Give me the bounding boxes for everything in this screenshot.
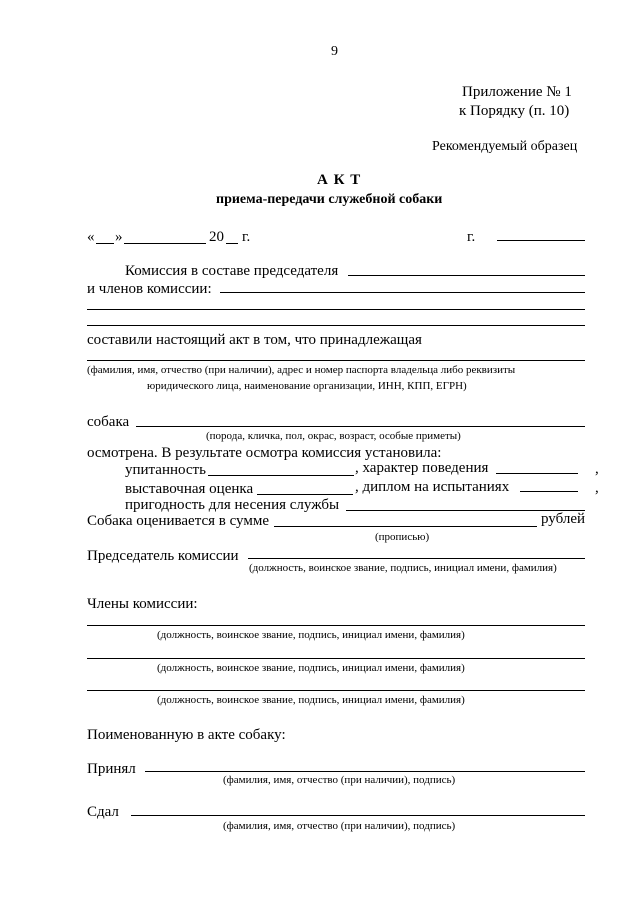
commission-members-blank-1[interactable] [220, 292, 585, 293]
member-1-blank[interactable] [87, 625, 585, 626]
inspection-intro: осмотрена. В результате осмотра комиссия установила: [87, 445, 442, 461]
dog-label: собака [87, 414, 130, 430]
condition-blank[interactable] [208, 475, 354, 476]
date-year-blank[interactable] [226, 243, 238, 244]
valuation-label: Собака оценивается в сумме [87, 513, 269, 529]
accepted-label: Принял [87, 761, 136, 777]
date-year-suffix: г. [242, 229, 251, 245]
city-prefix: г. [467, 229, 476, 245]
condition-label: упитанность [125, 462, 206, 478]
date-day-blank[interactable] [96, 243, 114, 244]
diploma-blank[interactable] [520, 491, 578, 492]
appendix-line-2: к Порядку (п. 10) [459, 103, 570, 119]
sample-label: Рекомендуемый образец [432, 139, 578, 154]
owner-note-line-2: юридического лица, наименование организации, ИНН, КПП, ЕГРН) [147, 380, 467, 392]
valuation-blank[interactable] [274, 526, 537, 527]
owner-blank[interactable] [87, 360, 585, 361]
exhibition-blank[interactable] [257, 494, 353, 495]
owner-note-line-1: (фамилия, имя, отчество (при наличии), адрес и номер паспорта владельца либо реквизиты [87, 364, 516, 376]
dog-blank[interactable] [136, 426, 585, 427]
page-number: 9 [331, 44, 338, 59]
valuation-note: (прописью) [375, 531, 430, 543]
accepted-note: (фамилия, имя, отчество (при наличии), подпись) [223, 774, 456, 786]
document-subtitle: приема-передачи служебной собаки [216, 192, 443, 207]
date-year-prefix: 20 [209, 229, 224, 245]
handed-note: (фамилия, имя, отчество (при наличии), подпись) [223, 820, 456, 832]
chairman-label: Председатель комиссии [87, 548, 239, 564]
commission-members-blank-2[interactable] [87, 309, 585, 310]
member-2-blank[interactable] [87, 658, 585, 659]
member-3-blank[interactable] [87, 690, 585, 691]
exhibition-label: выставочная оценка [125, 481, 254, 497]
commission-chair-blank[interactable] [348, 275, 585, 276]
handed-blank[interactable] [131, 815, 585, 816]
diploma-label: , диплом на испытаниях [355, 479, 510, 495]
dog-note: (порода, кличка, пол, окрас, возраст, особые приметы) [206, 430, 461, 442]
named-dog-label: Поименованную в акте собаку: [87, 727, 286, 743]
date-quote-open: « [87, 229, 95, 245]
fitness-label: пригодность для несения службы [125, 497, 340, 513]
behavior-blank[interactable] [496, 473, 578, 474]
diploma-comma: , [595, 480, 599, 496]
commission-members-blank-3[interactable] [87, 325, 585, 326]
handed-label: Сдал [87, 804, 119, 820]
member-1-note: (должность, воинское звание, подпись, инициал имени, фамилия) [157, 629, 465, 641]
chairman-note: (должность, воинское звание, подпись, инициал имени, фамилия) [249, 562, 557, 574]
chairman-blank[interactable] [248, 558, 585, 559]
date-month-blank[interactable] [124, 243, 206, 244]
commission-chair-label: Комиссия в составе председателя [125, 263, 339, 279]
behavior-label: , характер поведения [355, 460, 489, 476]
valuation-currency: рублей [541, 511, 586, 527]
members-label: Члены комиссии: [87, 596, 198, 612]
appendix-line-1: Приложение № 1 [462, 84, 572, 100]
behavior-comma: , [595, 461, 599, 477]
member-3-note: (должность, воинское звание, подпись, инициал имени, фамилия) [157, 694, 465, 706]
date-quote-close: » [115, 229, 123, 245]
document-title: А К Т [317, 172, 362, 188]
accepted-blank[interactable] [145, 771, 585, 772]
commission-members-label: и членов комиссии: [87, 281, 212, 297]
act-statement: составили настоящий акт в том, что принадлежащая [87, 332, 422, 348]
member-2-note: (должность, воинское звание, подпись, инициал имени, фамилия) [157, 662, 465, 674]
city-blank[interactable] [497, 240, 585, 241]
